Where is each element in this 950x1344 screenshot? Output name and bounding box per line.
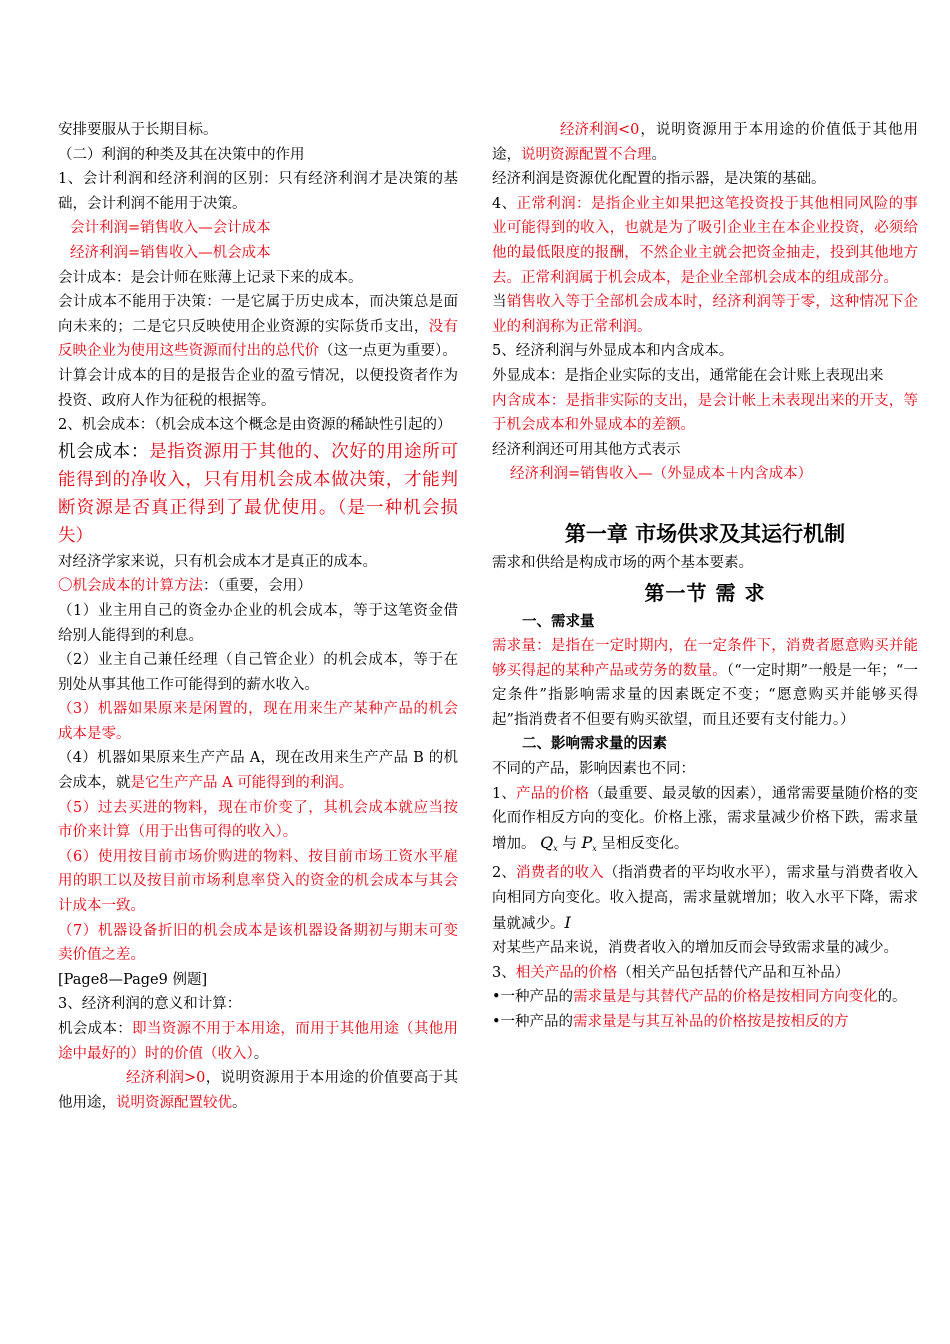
paragraph: 经济利润还可用其他方式表示 (492, 441, 681, 458)
paragraph: 2、机会成本：（机会成本这个概念是由资源的稀缺性引起的） (58, 417, 452, 434)
list-item: （5）过去买进的物料，现在市价变了，其机会成本就应当按市价来计算（用于出售可得的收入）。 (58, 799, 459, 841)
paragraph: 计算会计成本的目的是报告企业的盈亏情况，以便投资者作为投资、政府人作为征税的根据等。 (58, 367, 458, 409)
subheading: （二）利润的种类及其在决策中的作用 (58, 146, 305, 163)
paragraph: 4、正常利润：是指企业主如果把这笔投资投于其他相同风险的事业可能得到的收入，也就是为了吸引企业主在本企业投资，必须给他的最低限度的报酬，不然企业主就会把资金抽走，投到其他地方去。正常利润属于机会成本，是企业全部机会成本的组成部分。 (492, 195, 918, 286)
paragraph: 不同的产品，影响因素也不同： (492, 761, 695, 778)
paragraph: 对某些产品来说，消费者收入的增加反而会导致需求量的减少。 (492, 940, 898, 957)
list-item: （2）业主自己兼任经理（自己管企业）的机会成本，等于在别处从事其他工作可能得到的薪水收入。 (58, 652, 458, 693)
paragraph: 当销售收入等于全部机会成本时，经济利润等于零，这种情况下企业的利润称为正常利润。 (492, 294, 919, 335)
section-title: 第一节 需 求 (644, 580, 766, 605)
math-q: Q (540, 832, 554, 852)
bullet-item: •一种产品的需求量是与其替代产品的价格是按相同方向变化的。 (492, 989, 907, 1006)
paragraph: 经济利润<0，说明资源用于本用途的价值低于其他用途，说明资源配置不合理。 (492, 122, 918, 163)
list-item: （1）业主用自己的资金办企业的机会成本，等于这笔资金借给别人能得到的利息。 (58, 602, 458, 644)
list-item: （7）机器设备折旧的机会成本是该机器设备期初与期末可变卖价值之差。 (58, 922, 459, 964)
formula: 经济利润=销售收入—机会成本 (70, 244, 271, 261)
paragraph: 机会成本：即当资源不用于本用途，而用于其他用途（其他用途中最好的）时的价值（收入）。 (58, 1021, 459, 1062)
paragraph: 3、经济利润的意义和计算： (58, 996, 242, 1013)
right-column (492, 118, 918, 1035)
paragraph: 对经济学家来说，只有机会成本才是真正的成本。 (58, 553, 377, 570)
paragraph: 外显成本：是指企业实际的支出，通常能在会计账上表现出来 (492, 367, 884, 384)
paragraph: 会计成本不能用于决策：一是它属于历史成本，而决策总是面向未来的；二是它只反映使用企业资源的实际货币支出，没有反映企业为使用这些资源而付出的总代价（这一点更为重要）。 (58, 294, 458, 360)
heading: 一、需求量 (522, 613, 595, 630)
list-item: （4）机器如果原来生产产品 A，现在改用来生产产品 B 的机会成本，就是它生产产品 A 可能得到的利润。 (58, 750, 458, 792)
paragraph: 安排要服从于长期目标。 (58, 122, 218, 138)
formula: 经济利润=销售收入—（外显成本＋内含成本） (510, 466, 813, 483)
chapter-title: 第一章 市场供求及其运行机制 (564, 521, 846, 546)
math-p: P (581, 832, 593, 852)
paragraph: 1、会计利润和经济利润的区别：只有经济利润才是决策的基础，会计利润不能用于决策。 (58, 171, 458, 212)
paragraph: 内含成本：是指非实际的支出，是会计帐上未表现出来的开支，等于机会成本和外显成本的差额。 (492, 392, 918, 434)
heading: 二、影响需求量的因素 (522, 736, 667, 753)
paragraph: 2、消费者的收入（指消费者的平均收水平），需求量与消费者收入向相同方向变化。收入提高，需求量就增加；收入水平下降，需求量就减少。I (492, 865, 918, 932)
list-item: （3）机器如果原来是闲置的，现在用来生产某种产品的机会成本是零。 (58, 701, 459, 742)
paragraph: 经济利润是资源优化配置的指示器，是决策的基础。 (492, 171, 826, 188)
paragraph: 1、产品的价格（最重要、最灵敏的因素），通常需要量随价格的变化而作相反方向的变化。价格上涨，需求量减少价格下跌，需求量增加。 $Q_x$ 与 $P_x$ 呈相反变化。 (492, 785, 918, 853)
math-i: I (564, 912, 571, 932)
formula: 会计利润=销售收入—会计成本 (70, 220, 271, 237)
list-item: （6）使用按目前市场价购进的物料、按目前市场工资水平雇用的职工以及按目前市场利息率贷入的资金的机会成本与其会计成本一致。 (58, 848, 459, 915)
bullet-item: •一种产品的需求量是与其互补品的价格按是按相反的方 (492, 1014, 849, 1030)
definition: 机会成本：是指资源用于其他的、次好的用途所可能得到的净收入，只有用机会成本做决策，才能判断资源是否真正得到了最优使用。（是一种机会损失） (58, 441, 459, 546)
left-column (58, 118, 458, 1115)
paragraph: 需求量：是指在一定时期内，在一定条件下，消费者愿意购买并能够买得起的某种产品或劳务的数量。（“一定时期”一般是一年；“一定条件”指影响需求量的因素既定不变；“愿意购买并能够买得起”指消费者不但要有购买欲望，而且还要有支付能力。） (492, 638, 918, 728)
paragraph: 5、经济利润与外显成本和内含成本。 (492, 343, 734, 360)
paragraph: 3、相关产品的价格（相关产品包括替代产品和互补品） (492, 964, 850, 981)
page-reference: [Page8—Page9 例题] (58, 971, 208, 988)
paragraph: 经济利润>0，说明资源用于本用途的价值要高于其他用途，说明资源配置较优。 (58, 1070, 458, 1111)
paragraph: 〇机会成本的计算方法：（重要，会用） (58, 578, 312, 595)
paragraph: 需求和供给是构成市场的两个基本要素。 (492, 554, 753, 571)
paragraph: 会计成本：是会计师在账薄上记录下来的成本。 (58, 269, 363, 286)
